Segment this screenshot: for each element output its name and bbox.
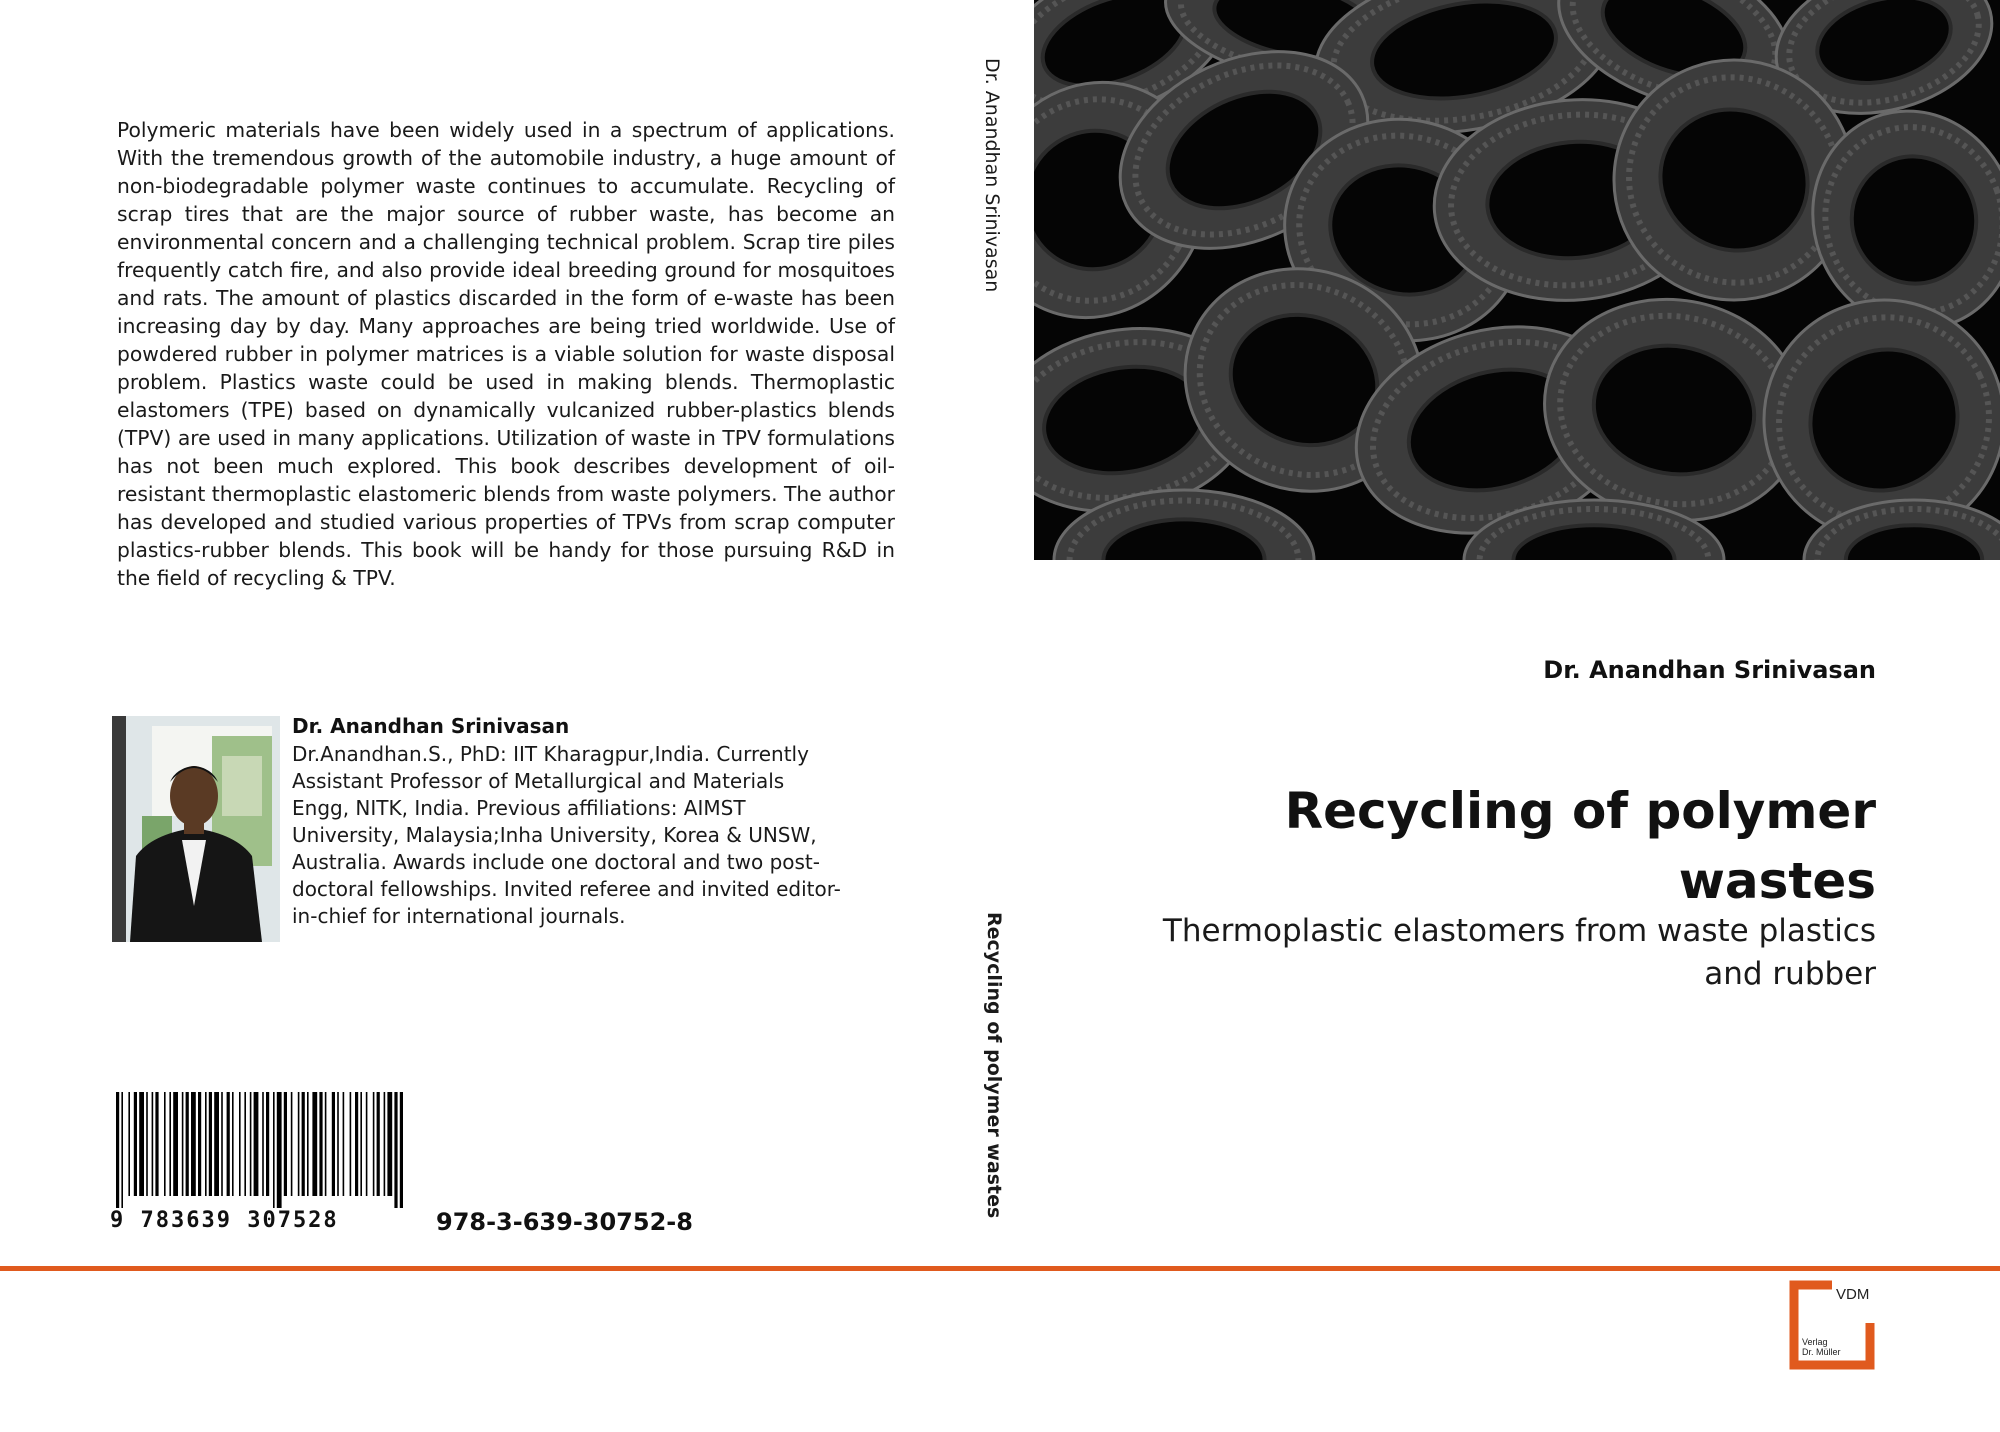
book-subtitle: Thermoplastic elastomers from waste plastics and rubber: [1162, 913, 1876, 992]
author-bio: Dr.Anandhan.S., PhD: IIT Kharagpur,India. Currently Assistant Professor of Metallurgical and Materials Engg, NITK, India. Previous affiliations: AIMST University, Malaysia;Inha University, Korea & UNSW, Australia. Awards include one doctoral and two post-doctoral fellowships. Invited referee and invited editor-in-chief for international journals.: [292, 742, 841, 928]
spine-author: Dr. Anandhan Srinivasan: [981, 58, 1003, 293]
author-photo: [112, 716, 280, 942]
book-title: Recycling of polymer wastes: [1284, 782, 1876, 910]
logo-sub-1: Verlag: [1802, 1337, 1828, 1347]
orange-rule: [0, 1266, 2000, 1271]
barcode-digits: 9 783639 307528: [110, 1208, 339, 1233]
back-author-name: Dr. Anandhan Srinivasan: [292, 714, 570, 738]
spine-title: Recycling of polymer wastes: [983, 912, 1005, 1219]
back-cover-blurb: Polymeric materials have been widely used in a spectrum of applications. With the tremendous growth of the automobile industry, a huge amount of non-biodegradable polymer waste continues to accumulate. Recycling of scrap tires that are the major source of rubber waste, has become an environmental concern and a challenging technical problem. Scrap tire piles frequently catch fire, and also provide ideal breeding ground for mosquitoes and rats. The amount of plastics discarded in the form of e-waste has been increasing day by day. Many approaches are being tried worldwide. Use of powdered rubber in polymer matrices is a viable solution for waste disposal problem. Plastics waste could be used in making blends. Thermoplastic elastomers (TPE) based on dynamically vulcanized rubber-plastics blends (TPV) are used in many applications. Utilization of waste in TPV formulations has not been much explored. This book describes development of oil-resistant thermoplastic elastomeric blends from waste polymers. The author has developed and studied various properties of TPVs from scrap computer plastics-rubber blends. This book will be handy for those pursuing R&D in the field of recycling & TPV.: [117, 118, 895, 590]
cover-photo-tires: [1034, 0, 2000, 560]
logo-sub-2: Dr. Müller: [1802, 1347, 1841, 1357]
isbn: 978-3-639-30752-8: [436, 1208, 693, 1236]
front-author: Dr. Anandhan Srinivasan: [1543, 656, 1876, 684]
logo-text: VDM: [1836, 1286, 1870, 1303]
publisher-logo: [1786, 1277, 1878, 1373]
